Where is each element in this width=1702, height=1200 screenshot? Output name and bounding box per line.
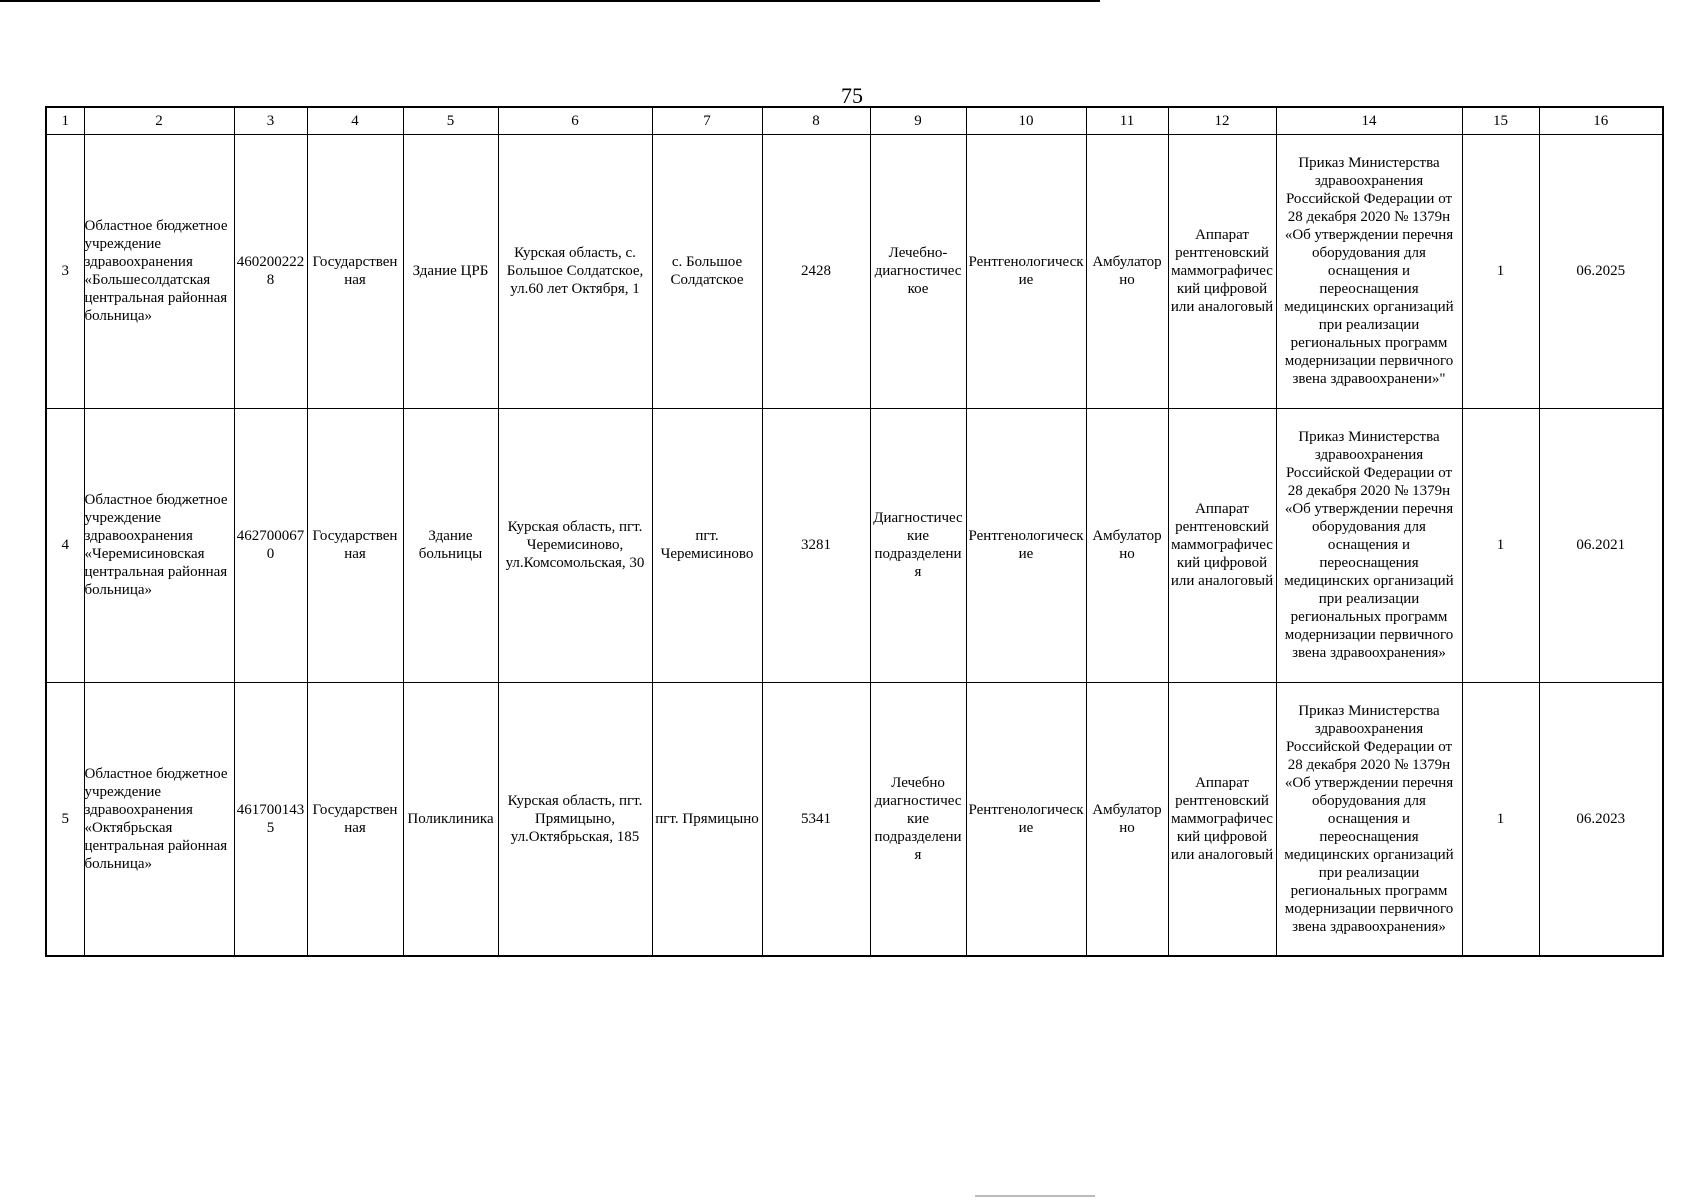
quantity-cell: 1 [1462, 408, 1539, 682]
column-header: 12 [1168, 107, 1276, 134]
date-cell: 06.2021 [1539, 408, 1663, 682]
unit-cell: Лечебно-диагностическое [870, 134, 966, 408]
column-header: 7 [652, 107, 762, 134]
code-cell: 4627000670 [234, 408, 307, 682]
equipment-cell: Аппарат рентгеновский маммографический цифровой или аналоговый [1168, 408, 1276, 682]
department-cell: Рентгенологические [966, 408, 1086, 682]
column-header: 5 [403, 107, 498, 134]
page-number: 75 [841, 83, 863, 108]
ownership-cell: Государственная [307, 682, 403, 956]
settlement-cell: пгт. Черемисиново [652, 408, 762, 682]
population-cell: 2428 [762, 134, 870, 408]
date-cell: 06.2023 [1539, 682, 1663, 956]
institution-cell: Областное бюджетное учреждение здравоохранения «Черемисиновская центральная районная больница» [84, 408, 234, 682]
institution-cell: Областное бюджетное учреждение здравоохранения «Большесолдатская центральная районная больница» [84, 134, 234, 408]
building-cell: Здание ЦРБ [403, 134, 498, 408]
top-rule [0, 0, 1100, 2]
department-cell: Рентгенологические [966, 682, 1086, 956]
unit-cell: Лечебно диагностические подразделения [870, 682, 966, 956]
scan-artifact [975, 1195, 1095, 1197]
settlement-cell: пгт. Прямицыно [652, 682, 762, 956]
equipment-cell: Аппарат рентгеновский маммографический цифровой или аналоговый [1168, 134, 1276, 408]
column-header: 15 [1462, 107, 1539, 134]
quantity-cell: 1 [1462, 682, 1539, 956]
table-row [46, 408, 1663, 682]
column-header: 6 [498, 107, 652, 134]
department-cell: Рентгенологические [966, 134, 1086, 408]
equipment-cell: Аппарат рентгеновский маммографический цифровой или аналоговый [1168, 682, 1276, 956]
address-cell: Курская область, пгт. Черемисиново, ул.Комсомольская, 30 [498, 408, 652, 682]
row-number: 4 [46, 408, 84, 682]
table-row [46, 682, 1663, 956]
mode-cell: Амбулаторно [1086, 408, 1168, 682]
unit-cell: Диагностические подразделения [870, 408, 966, 682]
building-cell: Здание больницы [403, 408, 498, 682]
code-cell: 4617001435 [234, 682, 307, 956]
order-cell: Приказ Министерства здравоохранения Российской Федерации от 28 декабря 2020 № 1379н «Об утверждении перечня оборудования для оснащения и переоснащения медицинских организаций при реализации региональных программ модернизации первичного звена здравоохранения» [1276, 682, 1462, 956]
institution-cell: Областное бюджетное учреждение здравоохранения «Октябрьская центральная районная больница» [84, 682, 234, 956]
column-header: 10 [966, 107, 1086, 134]
table-row [46, 134, 1663, 408]
quantity-cell: 1 [1462, 134, 1539, 408]
population-cell: 5341 [762, 682, 870, 956]
equipment-table [45, 106, 1664, 957]
column-header: 8 [762, 107, 870, 134]
population-cell: 3281 [762, 408, 870, 682]
mode-cell: Амбулаторно [1086, 134, 1168, 408]
code-cell: 4602002228 [234, 134, 307, 408]
column-header: 14 [1276, 107, 1462, 134]
building-cell: Поликлиника [403, 682, 498, 956]
address-cell: Курская область, пгт. Прямицыно, ул.Октябрьская, 185 [498, 682, 652, 956]
settlement-cell: с. Большое Солдатское [652, 134, 762, 408]
mode-cell: Амбулаторно [1086, 682, 1168, 956]
column-header: 4 [307, 107, 403, 134]
ownership-cell: Государственная [307, 134, 403, 408]
column-header: 2 [84, 107, 234, 134]
column-header: 3 [234, 107, 307, 134]
address-cell: Курская область, с. Большое Солдатское, ул.60 лет Октября, 1 [498, 134, 652, 408]
ownership-cell: Государственная [307, 408, 403, 682]
date-cell: 06.2025 [1539, 134, 1663, 408]
row-number: 5 [46, 682, 84, 956]
order-cell: Приказ Министерства здравоохранения Российской Федерации от 28 декабря 2020 № 1379н «Об утверждении перечня оборудования для оснащения и переоснащения медицинских организаций при реализации региональных программ модернизации первичного звена здравоохранения» [1276, 408, 1462, 682]
order-cell: Приказ Министерства здравоохранения Российской Федерации от 28 декабря 2020 № 1379н «Об утверждении перечня оборудования для оснащения и переоснащения медицинских организаций при реализации региональных программ модернизации первичного звена здравоохранени»" [1276, 134, 1462, 408]
column-header: 11 [1086, 107, 1168, 134]
column-header: 16 [1539, 107, 1663, 134]
column-header: 9 [870, 107, 966, 134]
row-number: 3 [46, 134, 84, 408]
column-header: 1 [46, 107, 84, 134]
header-row [46, 107, 1663, 134]
